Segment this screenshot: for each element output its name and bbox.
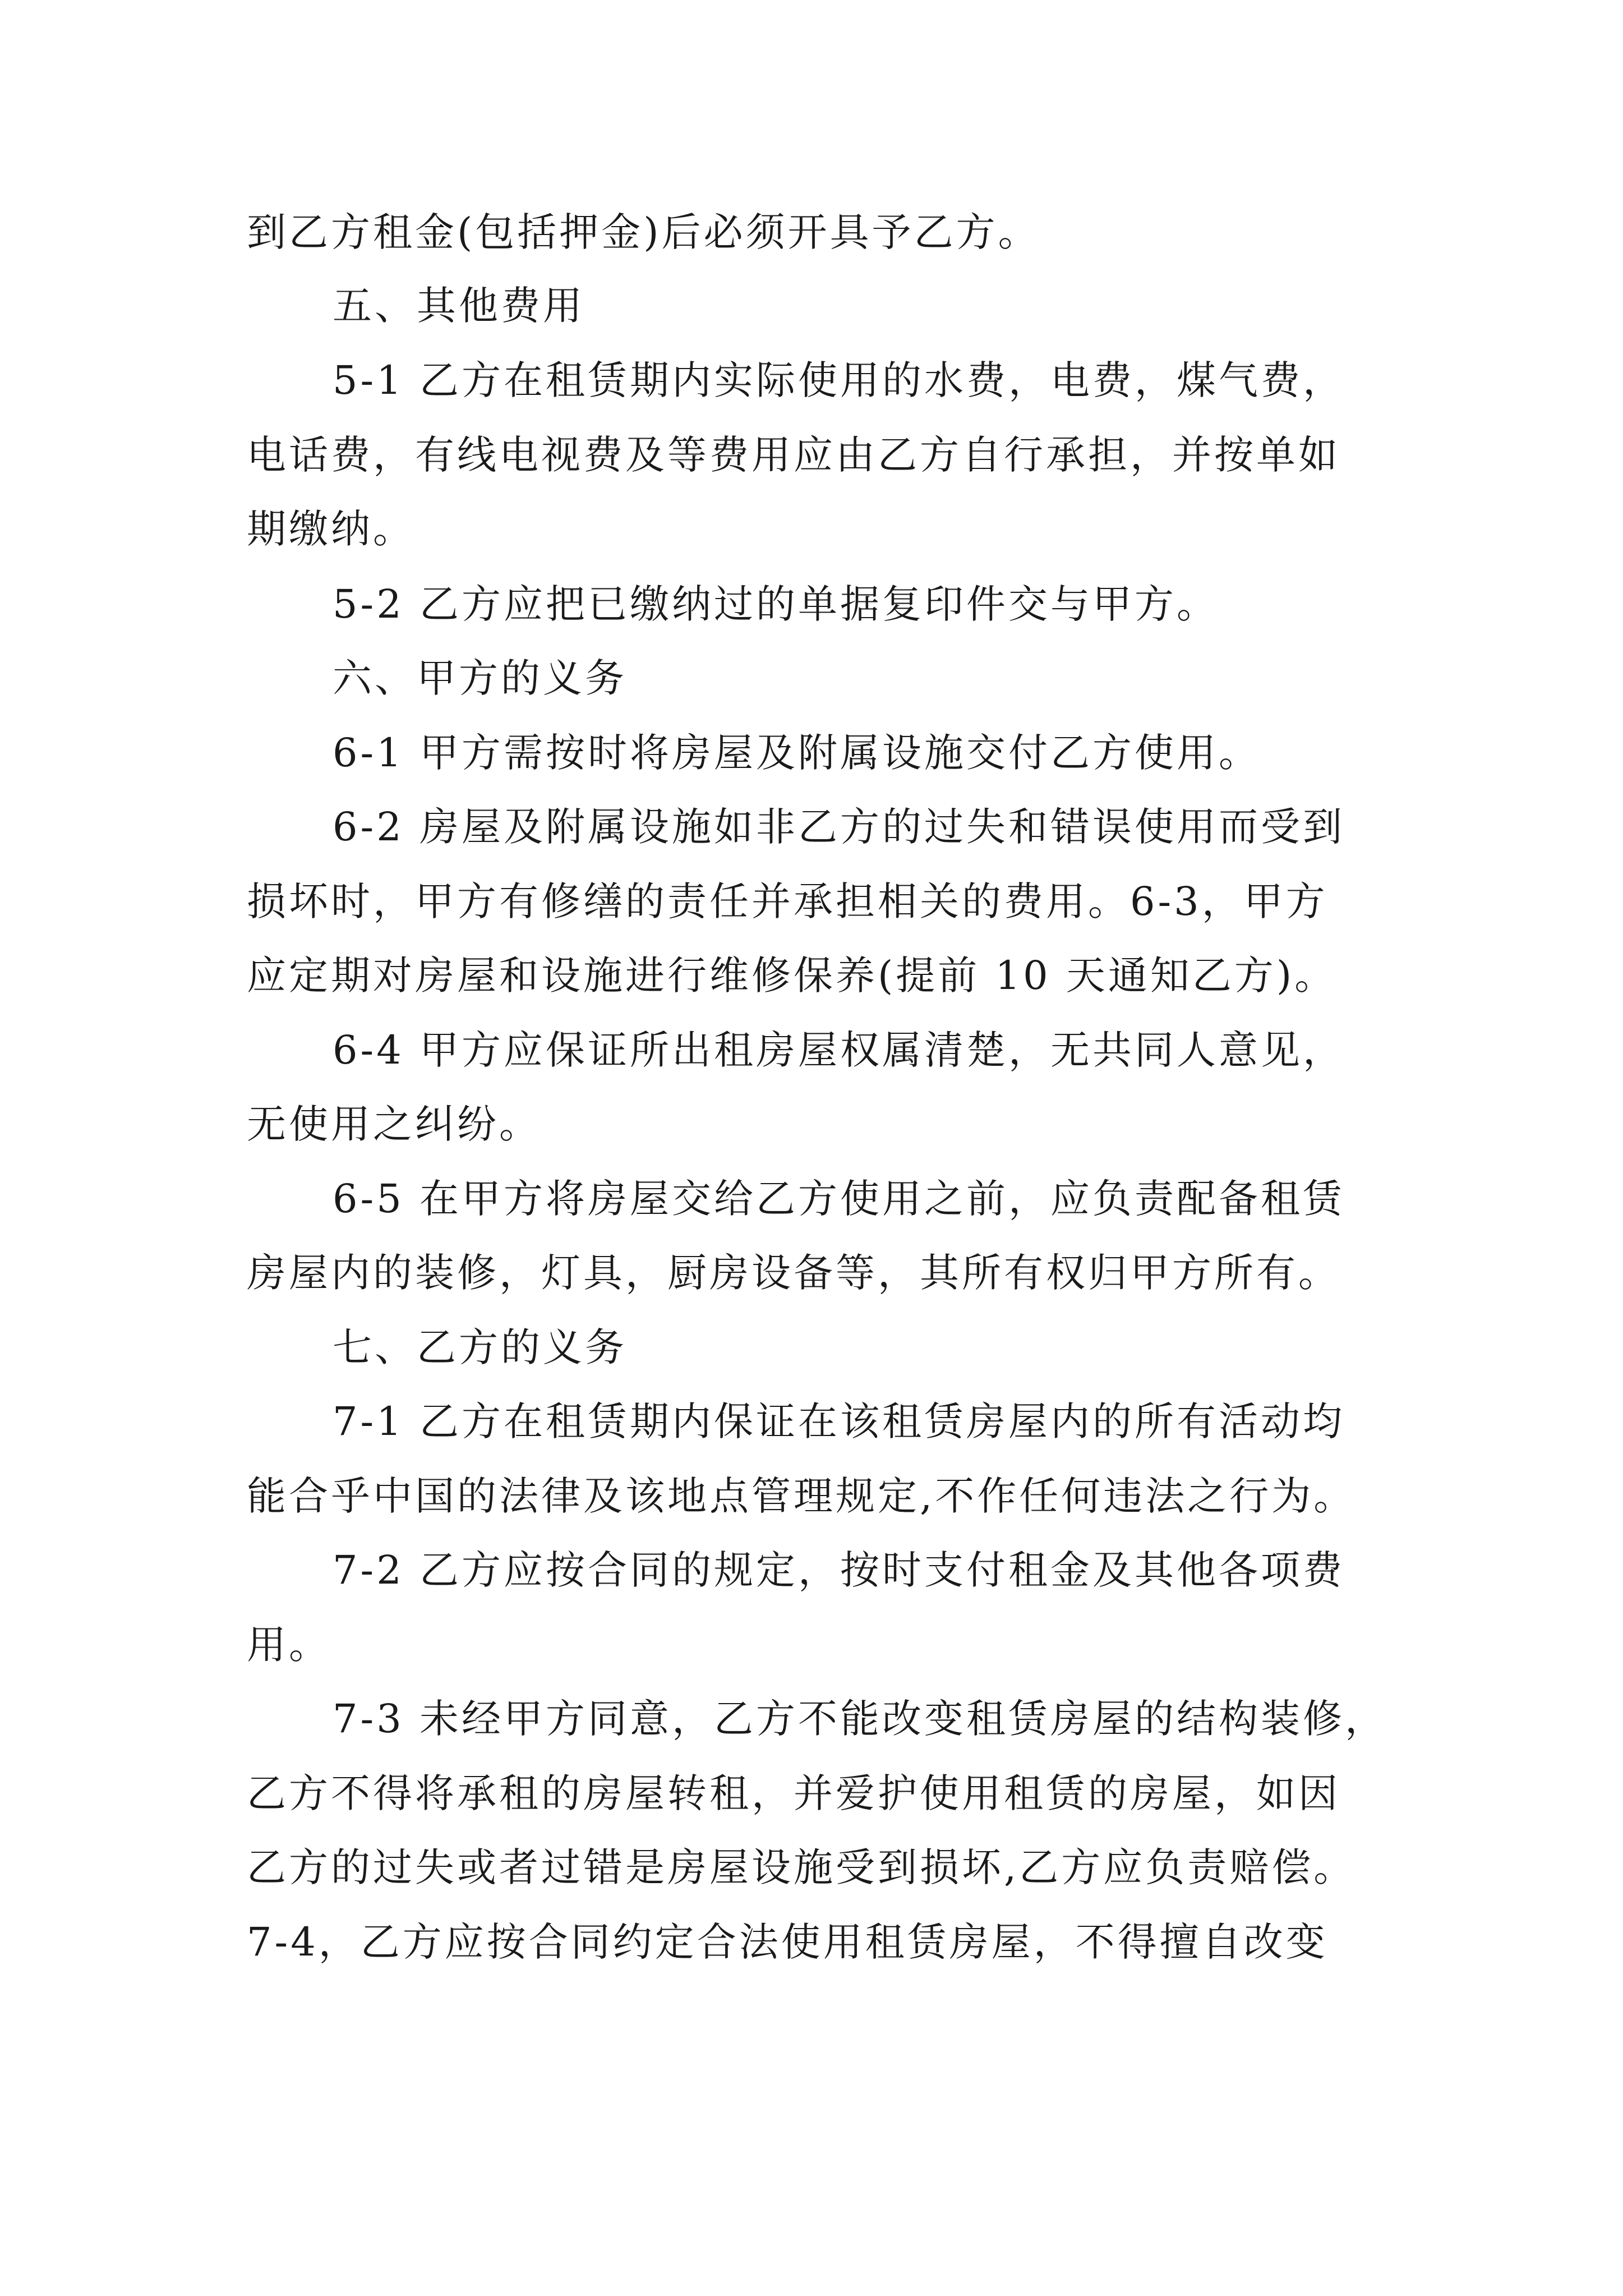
text-line: 7-1 乙方在租赁期内保证在该租赁房屋内的所有活动均 <box>333 1398 1345 1444</box>
section-heading: 六、甲方的义务 <box>333 655 627 701</box>
text-line: 5-2 乙方应把已缴纳过的单据复印件交与甲方。 <box>333 581 1219 627</box>
text-line: 5-1 乙方在租赁期内实际使用的水费，电费，煤气费， <box>333 357 1345 403</box>
text-line: 6-1 甲方需按时将房屋及附属设施交付乙方使用。 <box>333 730 1261 776</box>
text-line: 电话费，有线电视费及等费用应由乙方自行承担，并按单如 <box>247 432 1340 478</box>
text-line: 期缴纳。 <box>247 506 415 552</box>
text-line: 用。 <box>247 1622 331 1668</box>
text-line: 6-5 在甲方将房屋交给乙方使用之前，应负责配备租赁 <box>333 1176 1345 1222</box>
text-line: 应定期对房屋和设施进行维修保养(提前 10 天通知乙方)。 <box>247 953 1337 999</box>
text-line: 7-2 乙方应按合同的规定，按时支付租金及其他各项费 <box>333 1547 1345 1593</box>
text-line: 6-4 甲方应保证所出租房屋权属清楚，无共同人意见， <box>333 1027 1345 1073</box>
text-line: 到乙方租金(包括押金)后必须开具予乙方。 <box>247 209 1040 255</box>
text-line: 乙方的过失或者过错是房屋设施受到损坏,乙方应负责赔偿。 <box>247 1844 1356 1890</box>
text-line: 乙方不得将承租的房屋转租，并爱护使用租赁的房屋，如因 <box>247 1770 1340 1816</box>
text-line: 能合乎中国的法律及该地点管理规定,不作任何违法之行为。 <box>247 1473 1356 1519</box>
text-line: 房屋内的装修，灯具，厨房设备等，其所有权归甲方所有。 <box>247 1250 1340 1296</box>
text-line: 7-4，乙方应按合同约定合法使用租赁房屋，不得擅自改变 <box>247 1919 1328 1965</box>
section-heading: 七、乙方的义务 <box>333 1324 627 1370</box>
text-line: 损坏时，甲方有修缮的责任并承担相关的费用。6-3，甲方 <box>247 878 1328 924</box>
text-line: 7-3 未经甲方同意，乙方不能改变租赁房屋的结构装修， <box>333 1696 1387 1742</box>
text-line: 6-2 房屋及附属设施如非乙方的过失和错误使用而受到 <box>333 804 1345 850</box>
section-heading: 五、其他费用 <box>333 283 585 329</box>
text-line: 无使用之纠纷。 <box>247 1101 541 1147</box>
